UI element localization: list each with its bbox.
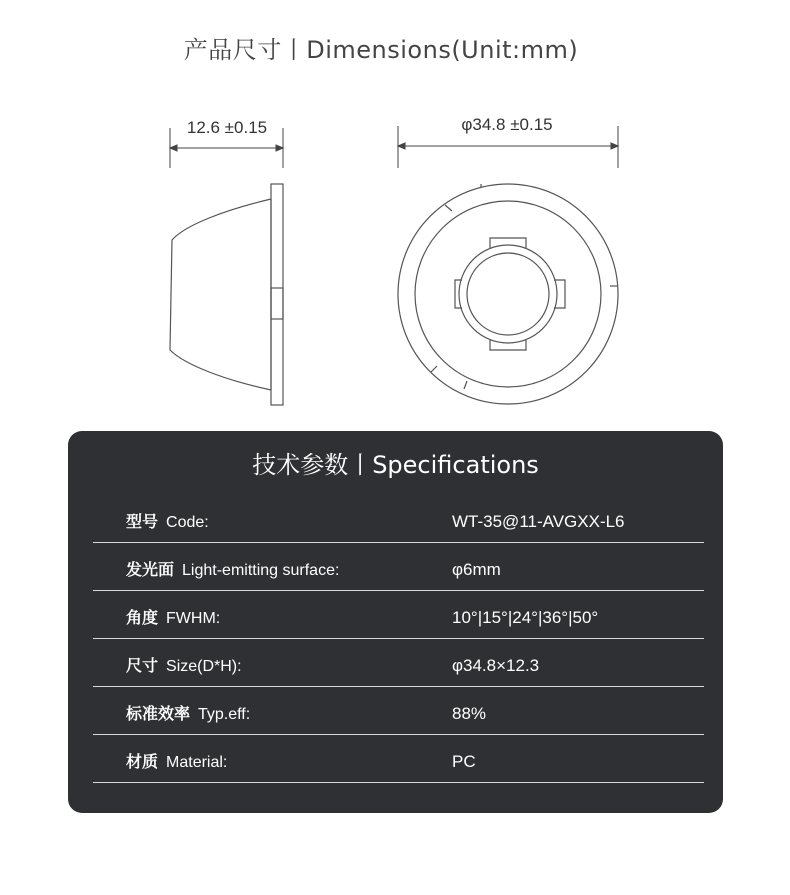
dimension-drawing xyxy=(0,0,790,430)
spec-row-typical-efficiency xyxy=(93,687,704,735)
specifications-panel xyxy=(68,431,723,813)
page-title: 产品尺寸丨Dimensions(Unit:mm) xyxy=(183,36,579,64)
spec-value: PC xyxy=(452,752,476,771)
spec-value: 88% xyxy=(452,704,487,723)
lens-side-view xyxy=(170,184,283,405)
spec-row-code xyxy=(93,495,704,543)
side-dimension-label: 12.6 ±0.15 xyxy=(186,118,268,137)
spec-label: 角度 FWHM: xyxy=(126,608,221,627)
spec-row-size xyxy=(93,639,704,687)
spec-value: φ6mm xyxy=(452,560,501,579)
spec-label: 尺寸 Size(D*H): xyxy=(126,656,242,675)
spec-row-fwhm xyxy=(93,591,704,639)
specifications-title: 技术参数丨Specifications xyxy=(252,451,539,479)
spec-value: φ34.8×12.3 xyxy=(452,656,540,675)
spec-label: 发光面 Light-emitting surface: xyxy=(126,560,340,579)
lens-front-view xyxy=(398,184,618,404)
spec-label: 型号 Code: xyxy=(126,512,209,531)
spec-value: WT-35@11-AVGXX-L6 xyxy=(452,512,625,531)
spec-label: 标准效率 Typ.eff: xyxy=(126,704,251,723)
spec-label: 材质 Material: xyxy=(126,752,228,771)
spec-row-material xyxy=(93,735,704,783)
front-dimension-label: φ34.8 ±0.15 xyxy=(461,115,553,134)
spec-value: 10°|15°|24°|36°|50° xyxy=(452,608,599,627)
spec-row-light-emitting-surface xyxy=(93,543,704,591)
